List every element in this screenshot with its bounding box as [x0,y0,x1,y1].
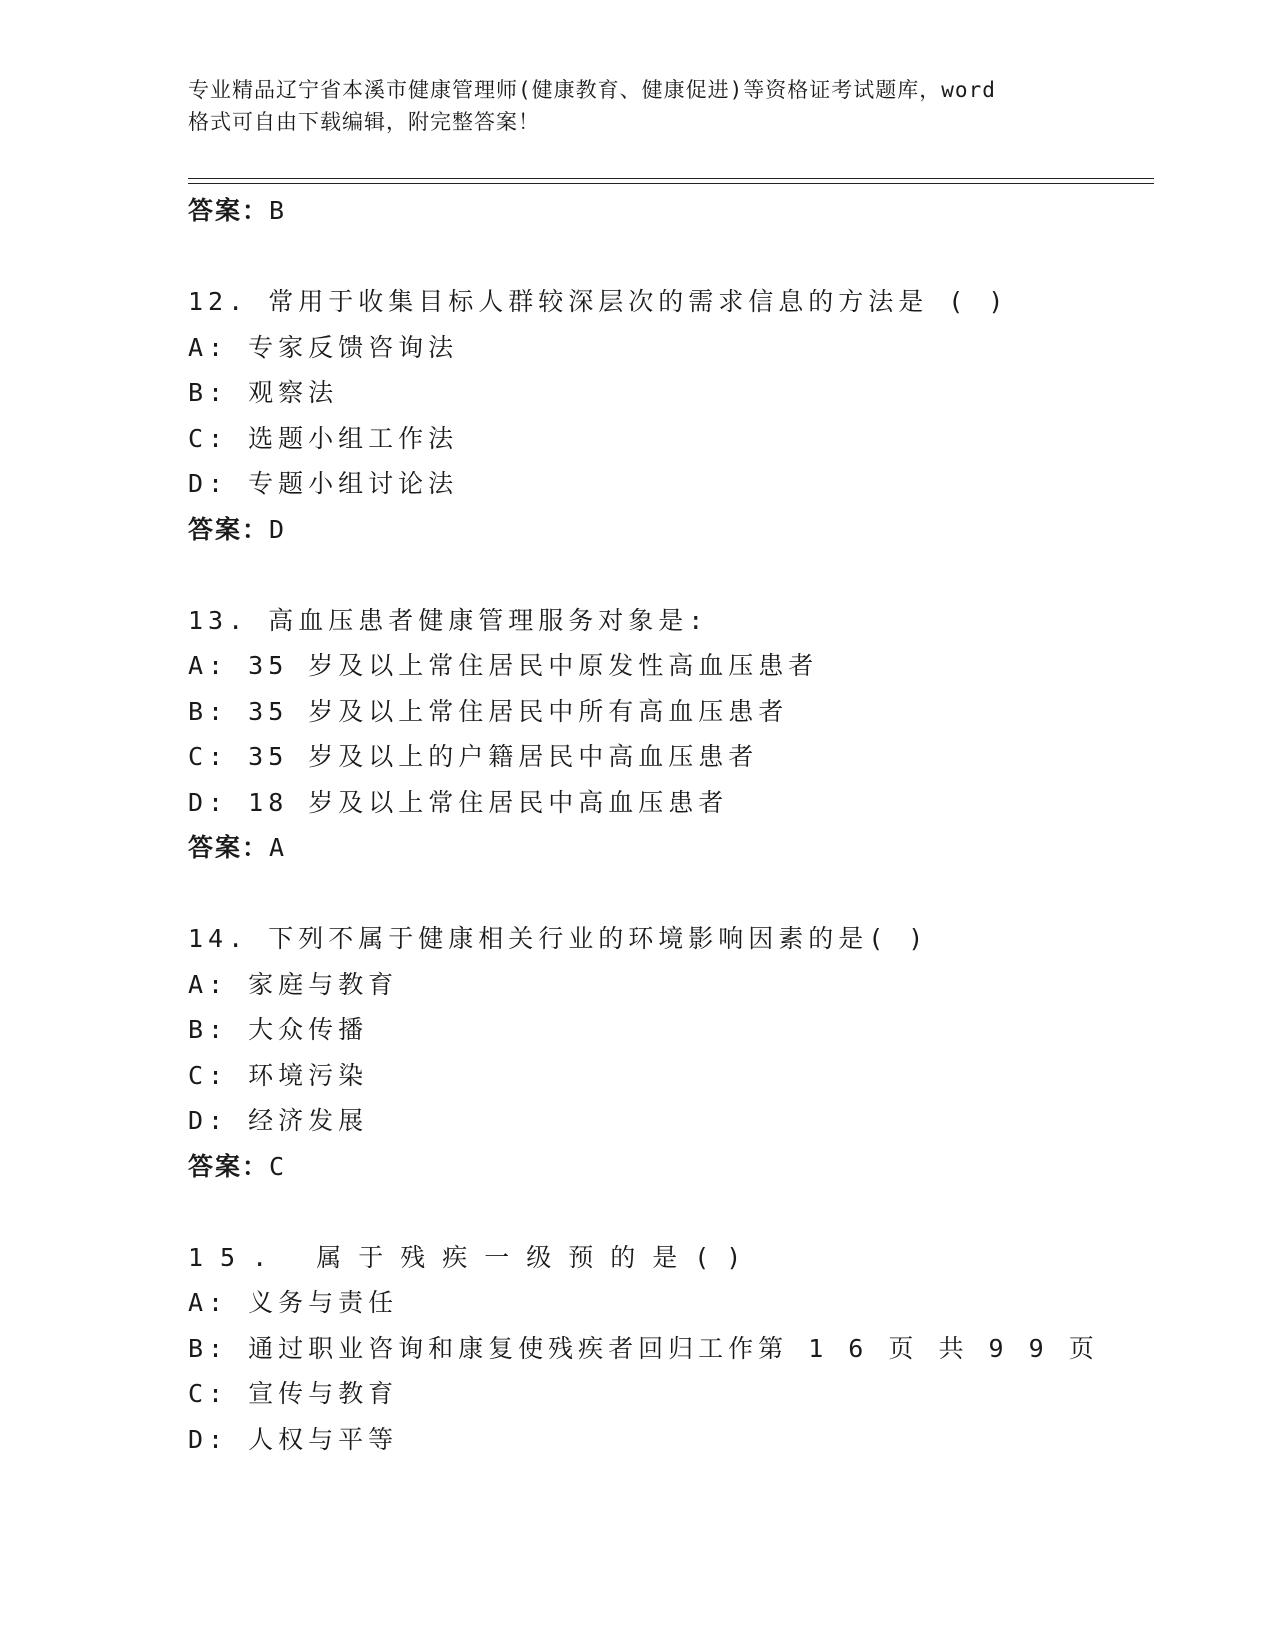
question-stem: 12. 常用于收集目标人群较深层次的需求信息的方法是 ( ) [188,287,1009,316]
option-b: B: 通过职业咨询和康复使残疾者回归工作第 1 6 页 共 9 9 页 [188,1333,1099,1363]
question-stem: 14. 下列不属于健康相关行业的环境影响因素的是( ) [188,924,929,953]
option-a: A: 义务与责任 [188,1288,399,1317]
question-12 [188,279,1148,552]
answer-line-11 [188,188,1148,234]
answer-label: 答案： [188,514,270,544]
question-14 [188,916,1148,1189]
option-c: C: 选题小组工作法 [188,423,459,453]
answer-value: C [269,1151,287,1181]
option-a: A: 家庭与教育 [188,969,399,999]
option-b: B: 35 岁及以上常住居民中所有高血压患者 [188,696,789,726]
header-line-2: 格式可自由下载编辑，附完整答案！ [188,110,540,134]
answer-line [188,1144,1148,1190]
answer-value: B [269,196,287,225]
option-d: D: 人权与平等 [188,1424,399,1454]
question-stem: 13. 高血压患者健康管理服务对象是: [188,605,709,635]
answer-value: A [269,833,287,862]
option-d: D: 18 岁及以上常住居民中高血压患者 [188,787,729,817]
question-15 [188,1235,1148,1463]
header-rule-top [188,178,1154,179]
option-c: C: 35 岁及以上的户籍居民中高血压患者 [188,742,759,771]
question-stem: 15. 属于残疾一级预的是() [188,1242,759,1272]
header-line-1: 专业精品辽宁省本溪市健康管理师(健康教育、健康促进)等资格证考试题库，word [188,78,996,102]
option-a: A: 35 岁及以上常住居民中原发性高血压患者 [188,651,819,680]
option-b: B: 观察法 [188,378,339,407]
answer-line [188,507,1148,553]
answer-label: 答案： [188,833,270,862]
option-b: B: 大众传播 [188,1015,369,1044]
answer-label: 答案： [188,1151,270,1181]
option-d: D: 专题小组讨论法 [188,469,459,498]
answer-line [188,825,1148,871]
option-c: C: 环境污染 [188,1060,369,1090]
option-a: A: 专家反馈咨询法 [188,332,459,362]
option-c: C: 宣传与教育 [188,1379,399,1408]
answer-value: D [269,514,287,544]
document-header [188,74,1088,138]
option-d: D: 经济发展 [188,1106,369,1135]
question-13 [188,598,1148,871]
header-rule-bottom [188,183,1154,184]
question-list [188,188,1148,1462]
answer-label: 答案： [188,196,270,225]
